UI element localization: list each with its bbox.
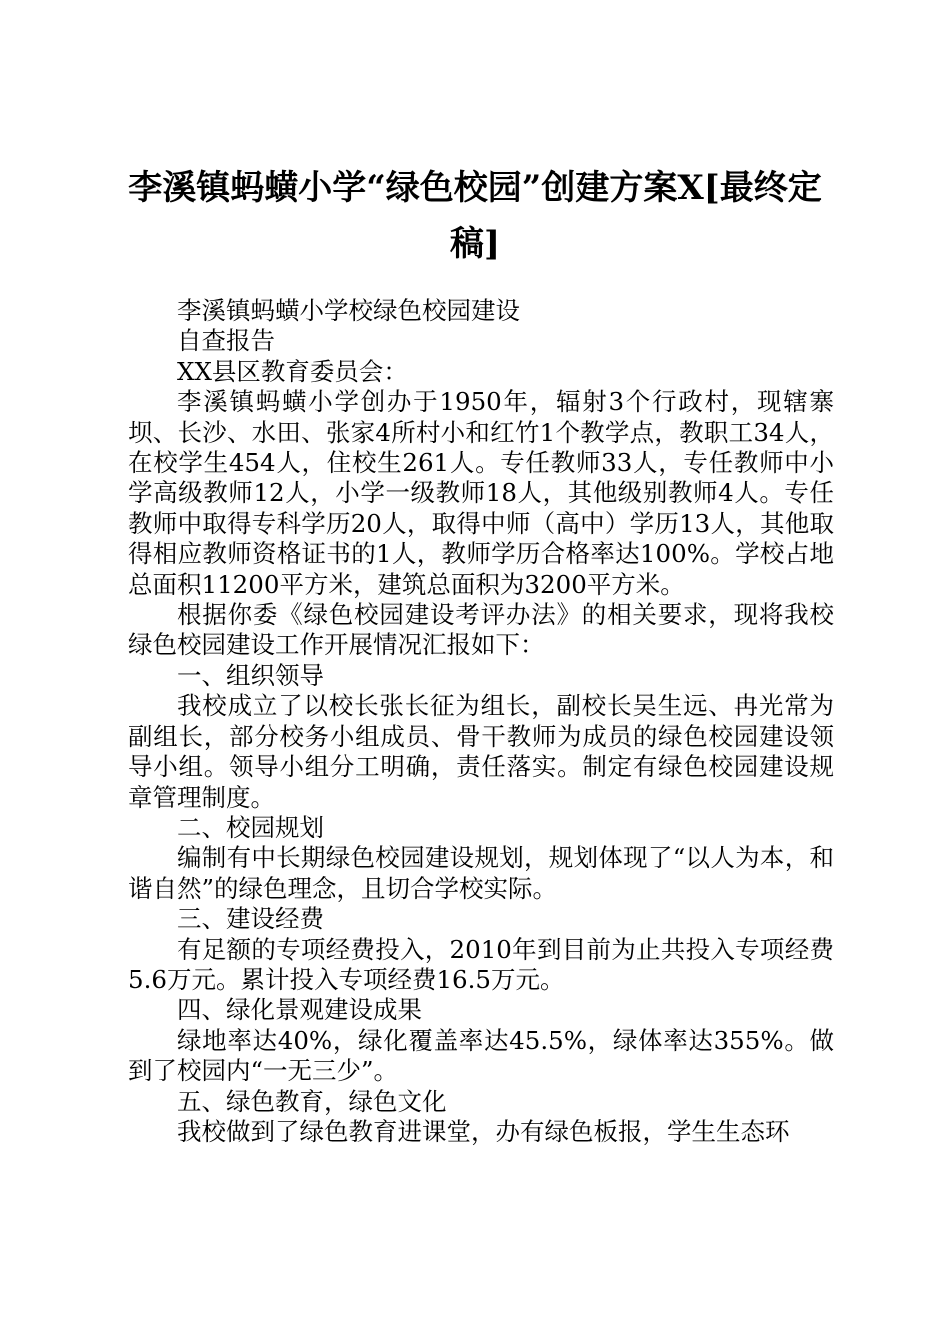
section-heading-funding: 三、建设经费	[177, 904, 324, 934]
paragraph-subtitle: 李溪镇蚂蟥小学校绿色校园建设	[177, 296, 520, 325]
paragraph-funding: 有足额的专项经费投入，2010年到目前为止共投入专项经费5.6万元。累计投入专项经费16.5万元。	[128, 934, 834, 994]
paragraph-subtitle-2: 自查报告	[177, 326, 275, 356]
paragraph-report-intro: 根据你委《绿色校园建设考评办法》的相关要求，现将我校绿色校园建设工作开展情况汇报如下：	[128, 600, 834, 660]
paragraph-school-overview: 李溪镇蚂蟥小学创办于1950年，辐射3个行政村，现辖寨坝、长沙、水田、张家4所村小和红竹1个教学点，教职工34人，在校学生454人，住校生261人。专任教师33人，专任教师中小学高级教师12人，小学一级教师18人，其他级别教师4人。专任教师中取得专科学历20人，取得中师（高中）学历13人，其他取得相应教师资格证书的1人，教师学历合格率达100%。学校占地总面积11200平方米，建筑总面积为3200平方米。	[128, 387, 834, 599]
paragraph-planning: 编制有中长期绿色校园建设规划，规划体现了“以人为本，和谐自然”的绿色理念，且切合学校实际。	[128, 843, 834, 903]
section-heading-greening: 四、绿化景观建设成果	[177, 995, 422, 1025]
section-heading-education: 五、绿色教育，绿色文化	[177, 1086, 447, 1116]
paragraph-greening: 绿地率达40%，绿化覆盖率达45.5%，绿体率达355%。做到了校园内“一无三少”。	[128, 1025, 834, 1086]
document-body	[128, 296, 834, 1147]
section-heading-planning: 二、校园规划	[177, 812, 324, 842]
paragraph-education: 我校做到了绿色教育进课堂，办有绿色板报，学生生态环	[177, 1116, 790, 1146]
paragraph-addressee: XX县区教育委员会：	[177, 356, 408, 386]
section-heading-organization: 一、组织领导	[177, 660, 324, 690]
paragraph-organization: 我校成立了以校长张长征为组长，副校长吴生远、冉光常为副组长，部分校务小组成员、骨干教师为成员的绿色校园建设领导小组。领导小组分工明确，责任落实。制定有绿色校园建设规章管理制度。	[128, 691, 834, 812]
document-title: 李溪镇蚂蟥小学“绿色校园”创建方案X[最终定稿]	[128, 168, 822, 264]
